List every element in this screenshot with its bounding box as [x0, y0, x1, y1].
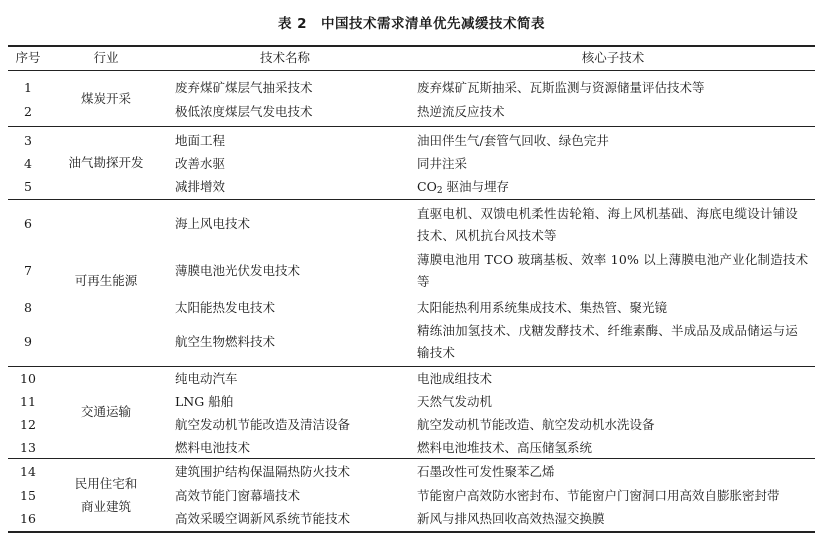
divider-trans: [8, 458, 815, 459]
industry-oil: 油气勘探开发: [68, 155, 144, 170]
row-seq: 9: [24, 334, 32, 349]
header-tech: 技术名称: [259, 50, 310, 65]
row-tech: 建筑围护结构保温隔热防火技术: [175, 464, 351, 479]
row-tech: 纯电动汽车: [175, 371, 238, 386]
header-industry: 行业: [93, 50, 119, 65]
row-tech: 减排增效: [175, 179, 226, 194]
table-label: 表 2: [277, 16, 308, 32]
row-core: 油田伴生气/套管气回收、绿色完井: [417, 133, 609, 148]
row-core: 薄膜电池用 TCO 玻璃基板、效率 10% 以上薄膜电池产业化制造技术等: [417, 252, 809, 289]
row-seq: 5: [24, 179, 32, 194]
row-core: 直驱电机、双馈电机柔性齿轮箱、海上风机基础、海底电缆设计铺设技术、风机抗台风技术等: [417, 206, 799, 243]
header-rule: [8, 70, 815, 71]
row-seq: 1: [24, 80, 32, 95]
row-tech: 极低浓度煤层气发电技术: [175, 104, 313, 119]
row-seq: 11: [20, 394, 36, 409]
industry-building-line2: 商业建筑: [80, 499, 131, 514]
co2-text: CO: [417, 179, 437, 194]
row-seq: 15: [20, 488, 36, 503]
divider-coal: [8, 126, 815, 127]
row-core: [417, 176, 509, 202]
row-tech: LNG 船舶: [175, 394, 234, 409]
row-core: 精练油加氢技术、戊糖发酵技术、纤维素酶、半成品及成品储运与运输技术: [417, 323, 799, 360]
row-seq: 7: [24, 263, 32, 278]
row-core: 电池成组技术: [417, 371, 493, 386]
row-seq: 6: [24, 216, 32, 231]
row-core: 天然气发动机: [417, 394, 493, 409]
bottom-rule: [8, 531, 815, 533]
row-tech: 航空生物燃料技术: [175, 334, 276, 349]
industry-coal: 煤炭开采: [80, 91, 131, 106]
row-seq: 12: [20, 417, 36, 432]
row-tech: 燃料电池技术: [175, 440, 251, 455]
table-caption: 中国技术需求清单优先减缓技术简表: [321, 16, 546, 32]
row-seq: 3: [24, 133, 32, 148]
table-title: [0, 12, 823, 32]
industry-building-line1: 民用住宅和: [74, 476, 138, 491]
row-seq: 8: [24, 300, 32, 315]
row-tech: 薄膜电池光伏发电技术: [175, 263, 301, 278]
divider-oil: [8, 199, 815, 200]
header-seq: 序号: [15, 50, 41, 65]
co2-subscript: 2: [436, 186, 443, 196]
industry-transport: 交通运输: [80, 404, 131, 419]
row-core: 新风与排风热回收高效热湿交换膜: [417, 511, 605, 526]
row-tech: 地面工程: [175, 133, 226, 148]
row-tech: 航空发动机节能改造及清洁设备: [175, 417, 351, 432]
row-seq: 16: [20, 511, 36, 526]
row-tech: 高效采暖空调新风系统节能技术: [175, 511, 351, 526]
row-tech: 高效节能门窗幕墙技术: [175, 488, 301, 503]
row-core: 燃料电池堆技术、高压储氢系统: [417, 440, 593, 455]
row-tech: 废弃煤矿煤层气抽采技术: [175, 80, 313, 95]
industry-renewable: 可再生能源: [74, 273, 138, 288]
row-core: 石墨改性可发性聚苯乙烯: [417, 464, 555, 479]
row-tech: 太阳能热发电技术: [175, 300, 276, 315]
row-seq: 2: [24, 104, 32, 119]
row-seq: 4: [24, 156, 32, 171]
row-tech: 改善水驱: [175, 156, 226, 171]
row-core: 同井注采: [417, 156, 468, 171]
row-seq: 10: [20, 371, 36, 386]
row-seq: 14: [20, 464, 36, 479]
row-tech: 海上风电技术: [175, 216, 251, 231]
row-core: 节能窗户高效防水密封布、节能窗户门窗洞口用高效自膨胀密封带: [417, 488, 780, 503]
row-core: 太阳能热利用系统集成技术、集热管、聚光镜: [417, 300, 668, 315]
row-core-rest: 驱油与埋存: [442, 179, 510, 194]
header-core: 核心子技术: [581, 50, 645, 65]
row-seq: 13: [20, 440, 36, 455]
divider-renew: [8, 366, 815, 367]
row-core: 热逆流反应技术: [417, 104, 505, 119]
row-core: 废弃煤矿瓦斯抽采、瓦斯监测与资源储量评估技术等: [417, 80, 705, 95]
row-core: 航空发动机节能改造、航空发动机水洗设备: [417, 417, 655, 432]
